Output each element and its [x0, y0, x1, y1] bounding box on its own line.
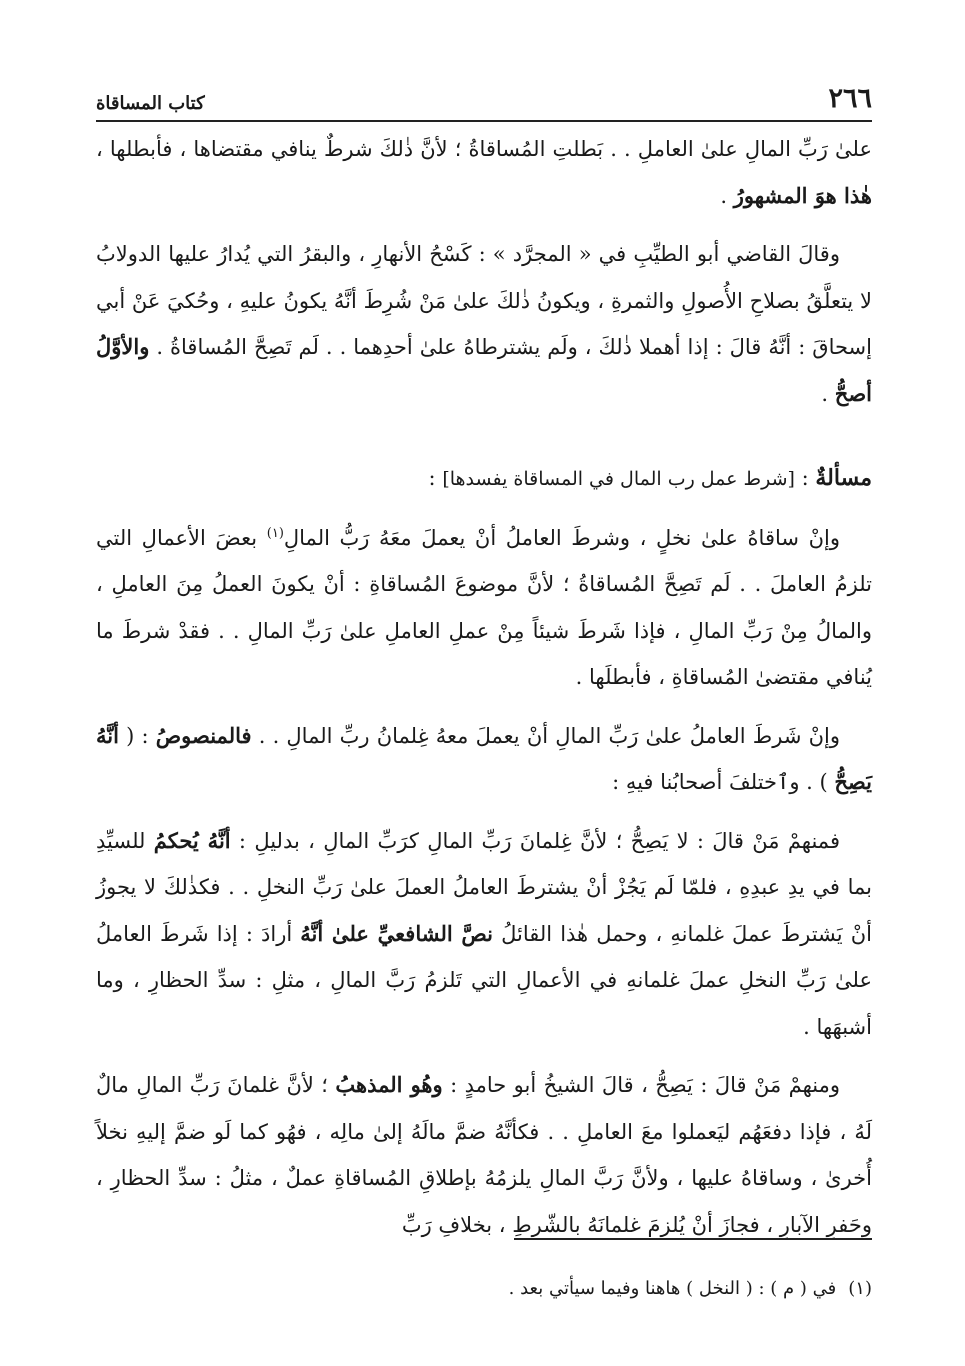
- footnote-reference[interactable]: (١): [266, 525, 284, 541]
- masala-title: [شرط عمل رب المال في المساقاة يفسدها]: [442, 468, 795, 490]
- paragraph-text: .: [720, 183, 734, 208]
- footnote: [96, 1275, 872, 1303]
- paragraph-gap: [96, 701, 872, 713]
- paragraph-text: فمنهمْ مَنْ قالَ : لا يَصِحُّ ؛ لأنَّ غِلمانَ رَبِّ المالِ كرَبِّ المالِ ، بدليلِ :: [230, 828, 840, 853]
- emphasized-text: فالمنصوصُ: [155, 722, 252, 748]
- masala-label: مسألةٌ: [815, 465, 872, 491]
- paragraph-gap: [96, 806, 872, 818]
- paragraph-text: ومنهمْ مَنْ قالَ : يَصِحُّ ، قالَ الشيخُ أبو حامدٍ :: [442, 1073, 841, 1097]
- footnote-number: (١): [848, 1278, 872, 1299]
- body-text: [96, 126, 872, 1248]
- paragraph-gap: [96, 1050, 872, 1062]
- emphasized-text: أنَّهُ يَصِحُّ: [96, 722, 872, 794]
- header-rule: [96, 120, 872, 122]
- paragraph-text: ) . وٱختلفَ أصحابُنا فيهِ :: [612, 770, 835, 794]
- paragraph-text: وقالَ القاضي أبو الطيِّبِ في « المجرَّد » : كَسْحُ الأنهارِ ، والبقرُ التي يُدارُ عليها الدولابُ لا يتعلَّقُ بصلاحِ الأُصولِ والثمرةِ ، ويكونُ ذٰلكَ علىٰ مَنْ شُرِطَ أنَّهُ يكونُ عليهِ ، وحُكيَ عَنْ أبي إسحاقَ : أنَّهُ قالَ : إذا أهملا ذٰلكَ ، ولَم يشترطاهُ علىٰ أحدِهما . . لَم تَصِحَّ المُساقاةُ .: [96, 242, 872, 359]
- paragraph-text: .: [821, 381, 835, 406]
- paragraph-1: [96, 126, 872, 219]
- footnote-text: في ( م ) : ( النخل ) هاهنا وفيما سيأتي بعد .: [508, 1278, 837, 1299]
- paragraph-4: [96, 713, 872, 806]
- paragraph-text: وإنْ شَرطَ العاملُ علىٰ رَبِّ المالِ أنْ يعملَ معهُ غِلمانُ ربِّ المالِ . .: [251, 723, 840, 748]
- page-number: ٢٦٦: [828, 83, 872, 114]
- paragraph-6: [96, 1062, 872, 1248]
- paragraph-2: [96, 231, 872, 417]
- emphasized-text: أنَّهُ يُحكمُ: [153, 827, 231, 853]
- paragraph-gap: [96, 219, 872, 231]
- paragraph-text: : (: [118, 723, 156, 748]
- emphasized-text: نصَّ الشافعيِّ علىٰ أنَّهُ: [300, 920, 493, 946]
- paragraph-text: وإنْ ساقاهُ علىٰ نخلٍ ، وشرطَ العاملُ أنْ يعملَ معَهُ رَبُّ المالِ: [283, 525, 840, 550]
- paragraph-text: أرادَ : إذا شَرطَ العاملُ علىٰ رَبِّ النخلِ عملَ غلمانهِ في الأعمالِ التي تَلزمُ رَبَّ المالِ ، مثلِ : سدِّ الحظارِ ، وما أشبهَها .: [96, 921, 872, 1039]
- paragraph-text: علىٰ رَبِّ المالِ علىٰ العاملِ . . بَطلتِ المُساقاةُ ؛ لأنَّ ذٰلكَ شرطٌ ينافي مقتضاها ، فأبطلها ،: [96, 137, 872, 161]
- paragraph-gap: [96, 503, 872, 515]
- masala-heading: [96, 455, 872, 503]
- masala-tail: :: [428, 466, 443, 490]
- paragraph-text: ؛ لأنَّ غلمانَ رَبِّ المالِ مالٌ لَهُ ، فإذا دفعَهُم ليَعملوا معَ العاملِ . . فكأنَّهُ ضمَّ مالَهُ إلىٰ مالِه ، فهُو كما لَو ضمَّ إليهِ نخلاً أُخرىٰ ، وساقاهُ عليها ، ولأنَّ رَبَّ المالِ يلزمُهُ بإطلاقِ المُساقاةِ عملٌ ، مثلُ : سدِّ الحظارِ ، وحَفرِ الآبارِ ، فجازَ أنْ يُلزمَ غلمانَهُ بالشّرطِ ، بخلافِ رَبِّ: [96, 1073, 872, 1237]
- emphasized-text: هٰذا هوَ المشهورُ: [733, 182, 872, 208]
- running-title: كتاب المساقاة: [96, 93, 205, 114]
- paragraph-text: بعضَ الأعمالِ التي تلزمُ العاملَ . . لَم تَصِحَّ المُساقاةُ ؛ لأنَّ موضوعَ المُساقاةِ : أنْ يكونَ العملُ مِنَ العاملِ ، والمالُ مِنْ رَبِّ المالِ ، فإذا شَرطَ شيئاً مِنْ عملِ العاملِ علىٰ رَبِّ المالِ . . فقدْ شرطَ ما يُنافي مقتضىٰ المُساقاةِ ، فأبطلَها .: [96, 525, 872, 689]
- footnote-rule: [514, 1238, 872, 1240]
- paragraph-3: [96, 515, 872, 701]
- paragraph-text: للسيِّدِ بما في يدِ عبدِهِ ، فلمّا لَم يَجُزْ أنْ يشترطَ العاملُ العملَ علىٰ رَبِّ النخلِ . . فكذٰلكَ لا يجوزُ أنْ يَشترطَ عملَ غلمانهِ ، وحمل هٰذا القائلُ: [96, 828, 872, 946]
- page-header: [96, 80, 872, 114]
- emphasized-text: والأوَّلُ أصحُّ: [96, 334, 872, 406]
- masala-colon: :: [794, 466, 816, 490]
- paragraph-5: [96, 818, 872, 1051]
- section-gap: [96, 417, 872, 455]
- emphasized-text: وهُو المذهبُ: [335, 1072, 443, 1097]
